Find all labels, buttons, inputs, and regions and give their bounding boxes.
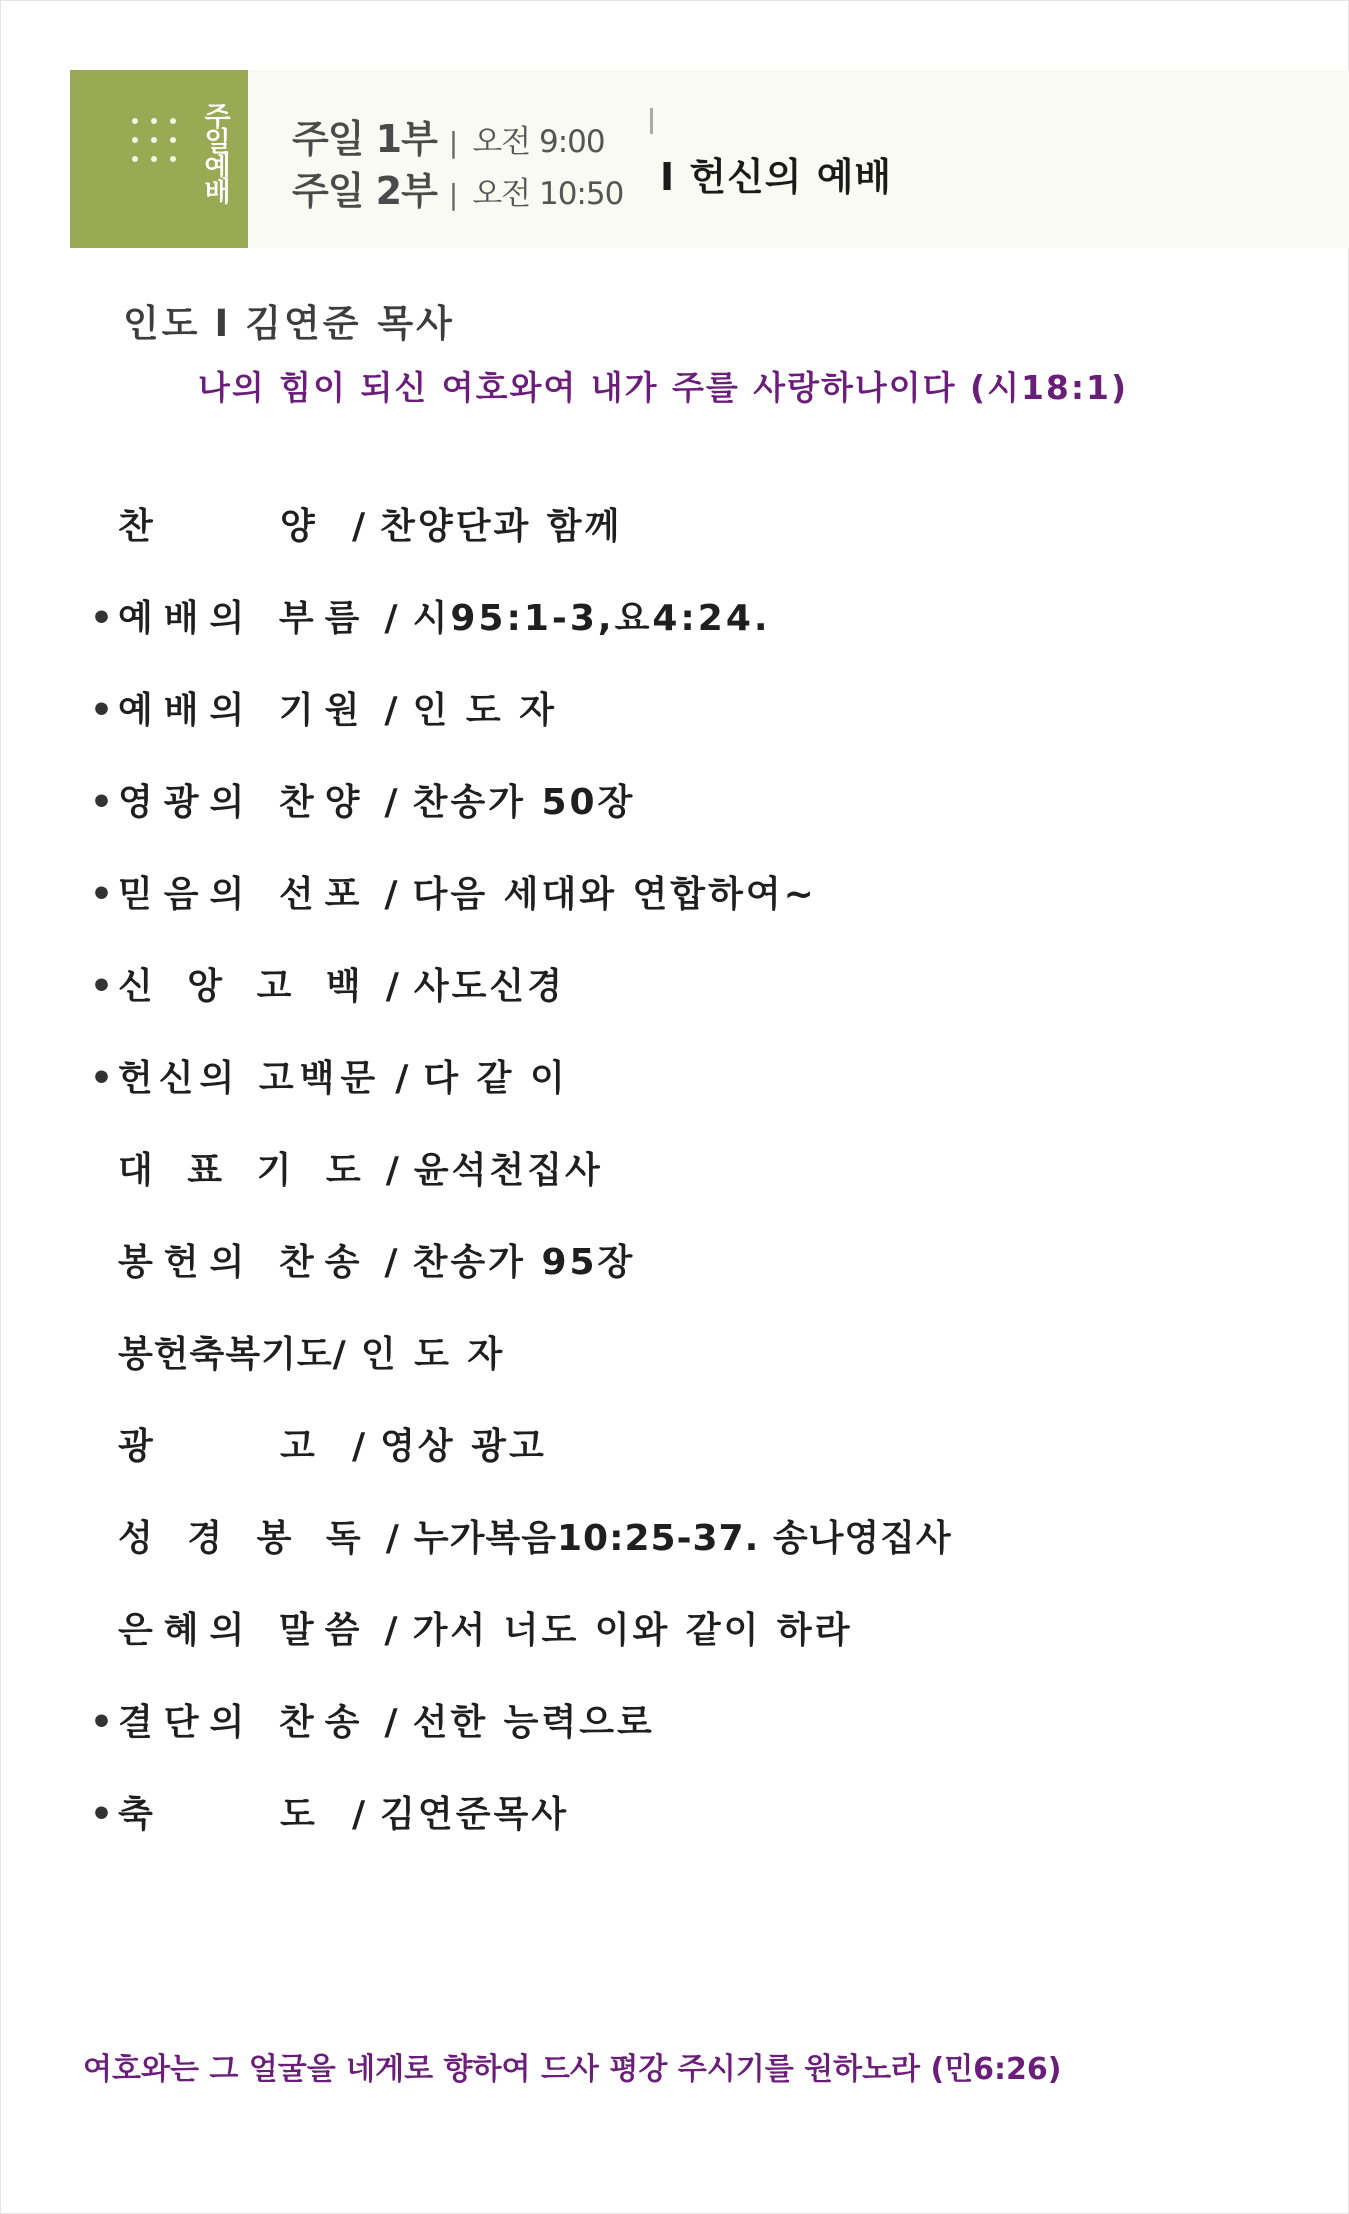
dot-grid-icon bbox=[132, 118, 180, 166]
order-slash: / bbox=[384, 1242, 401, 1283]
service-banner bbox=[70, 70, 1349, 248]
service-tag bbox=[70, 70, 248, 248]
order-content: 인 도 자 bbox=[412, 690, 557, 731]
order-slash: / bbox=[395, 1058, 412, 1099]
order-label: 축 도 bbox=[118, 1794, 318, 1835]
bullet: • bbox=[90, 966, 117, 1007]
leader-line bbox=[123, 293, 455, 347]
order-slash: / bbox=[385, 1518, 402, 1559]
order-content: 누가복음10:25-37. 송나영집사 bbox=[413, 1518, 952, 1559]
service-separator: | bbox=[448, 126, 459, 159]
order-item bbox=[90, 1234, 635, 1285]
order-content: 찬송가 50장 bbox=[412, 782, 636, 823]
order-item bbox=[90, 1050, 568, 1101]
bullet: • bbox=[90, 598, 117, 639]
opening-verse: 나의 힘이 되신 여호와여 내가 주를 사랑하나이다 (시18:1) bbox=[198, 368, 1129, 407]
order-slash: / bbox=[384, 874, 401, 915]
leader-label: 인도 bbox=[123, 302, 201, 345]
bullet: • bbox=[90, 782, 117, 823]
order-slash: / bbox=[352, 506, 369, 547]
bullet: • bbox=[90, 1702, 117, 1743]
order-content: 찬양단과 함께 bbox=[380, 506, 623, 547]
order-item bbox=[90, 866, 817, 917]
order-item bbox=[90, 1418, 547, 1469]
banner-divider bbox=[650, 108, 653, 134]
order-content: 윤석천집사 bbox=[413, 1150, 603, 1191]
service-title: I 헌신의 예배 bbox=[660, 155, 893, 199]
order-item bbox=[90, 1694, 655, 1745]
order-label: 예배의 기원 bbox=[118, 690, 371, 731]
leader-name: 김연준 목사 bbox=[245, 302, 455, 345]
order-slash: / bbox=[352, 1794, 369, 1835]
order-content: 김연준목사 bbox=[380, 1794, 570, 1835]
service-name: 주일 2부 bbox=[292, 169, 437, 213]
order-label: 신 앙 고 백 bbox=[118, 966, 372, 1007]
service-tag-label: 주일예배 bbox=[199, 102, 230, 202]
order-item bbox=[90, 498, 622, 549]
order-content: 가서 너도 이와 같이 하라 bbox=[412, 1610, 853, 1651]
service-time: 오전 10:50 bbox=[472, 176, 624, 212]
order-slash: / bbox=[384, 598, 401, 639]
order-label: 믿음의 선포 bbox=[118, 874, 371, 915]
order-label: 예배의 부름 bbox=[118, 598, 371, 639]
order-label: 은혜의 말씀 bbox=[118, 1610, 371, 1651]
order-item bbox=[90, 958, 565, 1009]
order-slash: / bbox=[384, 690, 401, 731]
order-label: 광 고 bbox=[118, 1426, 318, 1467]
service-time-row bbox=[292, 160, 623, 212]
order-label: 성 경 봉 독 bbox=[118, 1518, 372, 1559]
order-label: 결단의 찬송 bbox=[118, 1702, 371, 1743]
order-label: 헌신의 고백문 bbox=[118, 1058, 382, 1099]
order-slash: / bbox=[352, 1426, 369, 1467]
order-content: 다 같 이 bbox=[423, 1058, 568, 1099]
order-slash: / bbox=[332, 1334, 349, 1375]
order-slash: / bbox=[384, 1610, 401, 1651]
order-slash: / bbox=[384, 782, 401, 823]
order-content: 다음 세대와 연합하여~ bbox=[412, 874, 817, 915]
order-item bbox=[90, 1510, 952, 1561]
order-label: 영광의 찬양 bbox=[118, 782, 371, 823]
order-content: 영상 광고 bbox=[380, 1426, 547, 1467]
order-label: 봉헌의 찬송 bbox=[118, 1242, 371, 1283]
order-item bbox=[90, 1142, 603, 1193]
service-time-row bbox=[292, 108, 623, 160]
bullet: • bbox=[90, 690, 117, 731]
bullet: • bbox=[90, 1794, 117, 1835]
order-content: 인 도 자 bbox=[360, 1334, 506, 1375]
service-name: 주일 1부 bbox=[292, 117, 437, 161]
order-item bbox=[90, 590, 771, 641]
benediction-verse: 여호와는 그 얼굴을 네게로 향하여 드사 평강 주시기를 원하노라 (민6:26) bbox=[83, 2052, 1062, 2087]
leader-divider: I bbox=[214, 302, 232, 345]
order-label: 대 표 기 도 bbox=[118, 1150, 372, 1191]
order-label: 찬 양 bbox=[118, 506, 318, 547]
order-content: 찬송가 95장 bbox=[412, 1242, 636, 1283]
order-item bbox=[90, 1786, 569, 1837]
bullet: • bbox=[90, 874, 117, 915]
order-item bbox=[90, 682, 557, 733]
order-item bbox=[90, 1602, 852, 1653]
order-label: 봉헌축복기도 bbox=[118, 1334, 333, 1375]
order-item bbox=[90, 774, 635, 825]
order-slash: / bbox=[385, 1150, 402, 1191]
service-time: 오전 9:00 bbox=[472, 124, 605, 160]
order-content: 사도신경 bbox=[413, 966, 565, 1007]
order-slash: / bbox=[384, 1702, 401, 1743]
order-slash: / bbox=[385, 966, 402, 1007]
service-separator: | bbox=[448, 178, 459, 211]
bullet: • bbox=[90, 1058, 117, 1099]
order-content: 시95:1-3,요4:24. bbox=[412, 598, 771, 639]
order-content: 선한 능력으로 bbox=[412, 1702, 655, 1743]
service-times bbox=[292, 108, 623, 212]
order-item bbox=[90, 1326, 505, 1377]
